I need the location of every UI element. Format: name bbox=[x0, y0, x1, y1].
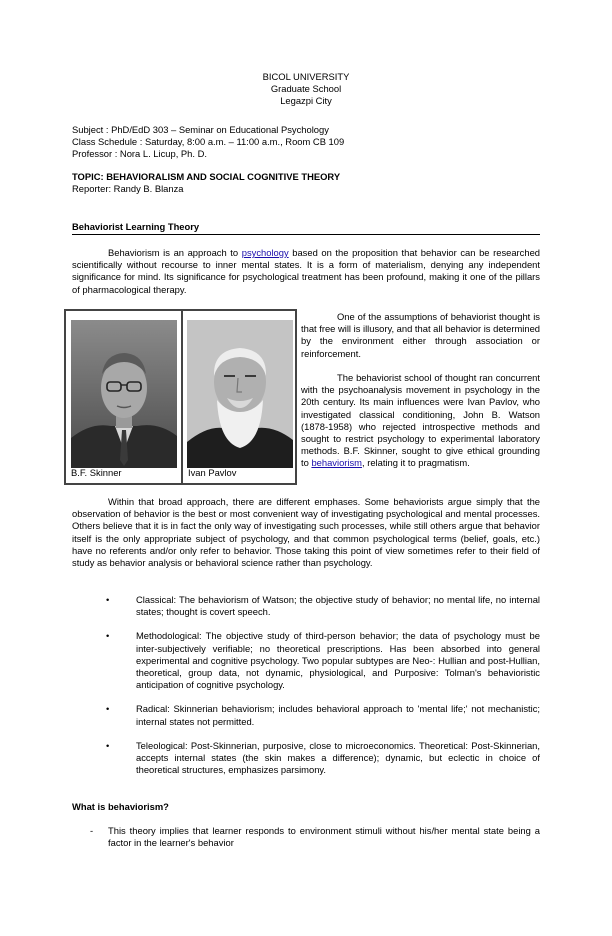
paragraph-intro bbox=[72, 247, 540, 296]
paragraph-emphases: Within that broad approach, there are different emphases. Some behaviorists argue simply that the observation of behavior is the best or most convenient way of investigating psychological and mental processes. Others believe that it is in fact the only way of investigating such processes, while still others argue that behavior itself is the only appropriate subject of psychology, and that common psychological terms (belief, goals, etc.) have no referents and/or only refer to behavior. Those taking this point of view sometimes refer to their field of study as behavior analysis or behavioral science rather than psychology. bbox=[72, 496, 540, 569]
section-heading-behaviorist: Behaviorist Learning Theory bbox=[72, 221, 540, 235]
list-item bbox=[72, 740, 540, 777]
subject-line: Subject : PhD/EdD 303 – Seminar on Educational Psychology bbox=[72, 124, 329, 135]
list-item bbox=[72, 630, 540, 691]
paragraph-text: , relating it to pragmatism. bbox=[361, 457, 470, 469]
pavlov-photo bbox=[187, 320, 293, 468]
dash-icon: - bbox=[90, 825, 94, 836]
course-meta bbox=[72, 124, 540, 161]
bullet-icon: • bbox=[106, 594, 110, 605]
list-item-text: This theory implies that learner responds to environment stimuli without his/her mental state being a factor in the learner's behavior bbox=[108, 825, 540, 849]
document-header bbox=[72, 71, 540, 108]
list-item bbox=[72, 594, 540, 618]
schedule-line: Class Schedule : Saturday, 8:00 a.m. – 11:00 a.m., Room CB 109 bbox=[72, 136, 345, 148]
list-item-text: Methodological: The objective study of third-person behavior; the data of psychology must be inter-subjectively verifiable; no theoretical prescriptions. Has been absorbed into general experimental and cognitive psychology. Two popular subtypes are Neo-: Hullian and post-Hullian, theoretical, group data, not dynamic, physiological, and Purposive: Tolman's behavioristic anticipation of cognitive psychology. bbox=[136, 630, 540, 691]
paragraph-text: The behaviorist school of thought ran concurrent with the psychoanalysis movement in psychology in the 20th century. Its main influences were Ivan Pavlov, who investigated classical conditioning, John B. Watson (1878-1958) who rejected introspective methods and sought to restrict psychology to experimental laboratory methods. B.F. Skinner, sought to give ethical grounding to bbox=[301, 372, 540, 469]
behaviorism-link[interactable]: behaviorism bbox=[311, 457, 362, 469]
paragraph-text: based on the proposition that behavior can be researched scientifically without recourse to inner mental states. It is a form of materialism, denying any independent significance for mind. Its significance for psychological treatment has been profound, making it one of the pillars of pharmacological therapy. bbox=[72, 247, 541, 295]
paragraph-text: Behaviorism is an approach to bbox=[108, 247, 242, 258]
section-heading-what-is: What is behaviorism? bbox=[72, 801, 169, 812]
list-item-text: Classical: The behaviorism of Watson; the objective study of behavior; no mental life, no internal states; thought is covert speech. bbox=[136, 594, 540, 618]
photo-frame bbox=[64, 309, 297, 485]
photo-divider bbox=[181, 311, 183, 483]
paragraph-behaviorist-school bbox=[301, 372, 540, 470]
topic-block bbox=[72, 171, 540, 195]
list-item-text: Teleological: Post-Skinnerian, purposive, close to microeconomics. Theoretical: Post-Skinnerian, accepts internal states (the skin makes a difference); dynamic, but eclectic in choice of theoretical structures, emphasizes parsimony. bbox=[136, 739, 540, 776]
skinner-caption: B.F. Skinner bbox=[71, 467, 122, 478]
paragraph-free-will: One of the assumptions of behaviorist thought is that free will is illusory, and that all behavior is determined by the environment either through association or reinforcement. bbox=[301, 311, 541, 359]
bullet-icon: • bbox=[106, 703, 110, 715]
psychology-link[interactable]: psychology bbox=[241, 247, 289, 258]
pavlov-caption: Ivan Pavlov bbox=[188, 467, 237, 478]
university-name: BICOL UNIVERSITY bbox=[262, 71, 350, 82]
reporter-line: Reporter: Randy B. Blanza bbox=[72, 183, 184, 195]
bullet-icon: • bbox=[106, 630, 110, 642]
professor-line: Professor : Nora L. Licup, Ph. D. bbox=[72, 148, 207, 160]
list-item bbox=[72, 703, 540, 727]
behaviorism-types-list bbox=[72, 594, 540, 788]
list-item-text: Radical: Skinnerian behaviorism; includes behavioral approach to 'mental life;' not mechanistic; internal states not permitted. bbox=[136, 703, 540, 727]
topic-title: TOPIC: BEHAVIORALISM AND SOCIAL COGNITIVE THEORY bbox=[72, 171, 341, 182]
skinner-photo bbox=[71, 320, 177, 468]
city-name: Legazpi City bbox=[280, 95, 332, 107]
list-item bbox=[72, 825, 540, 849]
school-name: Graduate School bbox=[270, 83, 342, 95]
bullet-icon: • bbox=[106, 739, 110, 751]
